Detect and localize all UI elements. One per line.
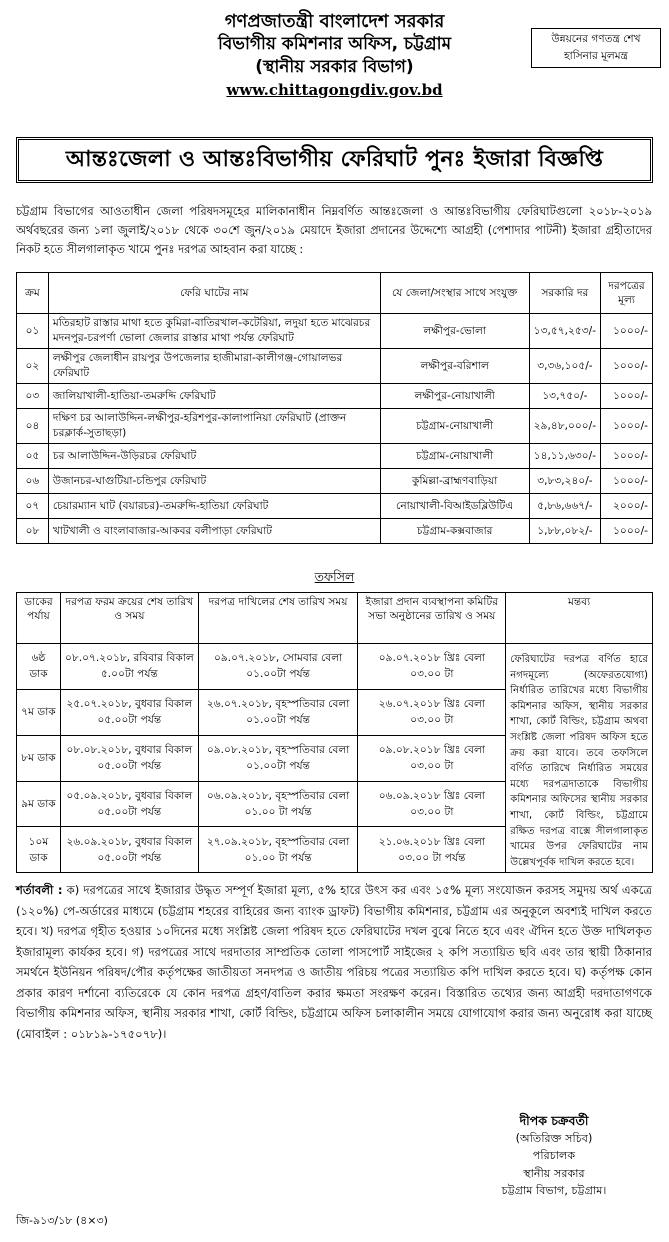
header-serial: ক্রম [17, 273, 49, 314]
row-govt-rate: ১,৮৮,০৮২/- [529, 519, 600, 544]
row-round: ৮ম ডাক [17, 735, 61, 781]
header-remarks: মন্তব্য [506, 593, 653, 644]
schedule-table [16, 592, 653, 873]
signatory-title-3: স্থানীয় সরকার [523, 1166, 585, 1180]
row-govt-rate: ১৪,১১,৬৩০/- [529, 444, 600, 469]
row-govt-rate: ১৩,৫৭,২৫৩/- [529, 314, 600, 349]
table-row [17, 349, 653, 384]
signatory-title-2: পরিচালক [532, 1149, 576, 1162]
terms-paragraph [16, 880, 652, 1044]
row-serial: ০৩ [17, 384, 49, 409]
row-district: লক্ষীপুর-ভোলা [380, 314, 529, 349]
notice-title: আন্তঃজেলা ও আন্তঃবিভাগীয় ফেরিঘাট পুনঃ ইজারা বিজ্ঞপ্তি [16, 137, 653, 183]
row-purchase-deadline: ০৫.০৯.২০১৮, বুধবার বিকাল ০৫.০০টা পর্যন্ত [60, 781, 198, 827]
row-govt-rate: ৫,৮৬,৬৬৭/- [529, 494, 600, 519]
ferry-ghat-table [16, 272, 653, 544]
row-tender-price: ২০০০/- [601, 494, 653, 519]
row-tender-price: ১০০০/- [601, 469, 653, 494]
schedule-row [17, 644, 653, 690]
signature-block [469, 1112, 639, 1200]
footer-code: জি-৯১৩/১৮ (৪×৩) [16, 1214, 108, 1227]
table-row [17, 384, 653, 409]
division-name: (স্থানীয় সরকার বিভাগ) [255, 57, 414, 77]
motto-box [531, 28, 661, 68]
row-round: ৬ষ্ঠ ডাক [17, 644, 61, 690]
row-district: নোয়াখালী-বিআইডব্লিউটিএ [380, 494, 529, 519]
motto-line-2: হাসিনার মূলমন্ত্র [564, 50, 628, 62]
row-meeting: ০৬.০৯.২০১৮ খ্রিঃ বেলা ০৩.০০ টা [358, 781, 506, 827]
row-ghat-name: চর আলাউদ্দিন-উড়িরচর ফেরিঘাট [48, 444, 380, 469]
row-meeting: ২১.০৬.২০১৮ খ্রিঃ বেলা ০৩.০০ টা পর্যন্ত [358, 827, 506, 873]
row-serial: ০৫ [17, 444, 49, 469]
header-govt-rate: সরকারি দর [529, 273, 600, 314]
schedule-header-row [17, 593, 653, 644]
row-ghat-name: মতিরহাট রাস্তার মাথা হতে কুমিরা-বাতিরখাল-কটেরিয়া, লদুয়া হতে মাঝেরচর মদনপুর-চরপর্ণা ভোলা জেলার রাস্তার মাথা পর্যন্ত ফেরিঘাট [48, 314, 380, 349]
row-round: ৭ম ডাক [17, 689, 61, 735]
header-round: ডাকের পর্যায় [17, 593, 61, 644]
row-tender-price: ১০০০/- [601, 409, 653, 444]
row-govt-rate: ১৩,৭৫০/- [529, 384, 600, 409]
row-submit-deadline: ০৬.০৯.২০১৮, বৃহস্পতিবার বেলা ০১.০০ টা পর্যন্ত [198, 781, 358, 827]
table-row [17, 409, 653, 444]
table-row [17, 314, 653, 349]
row-submit-deadline: ০৯.০৮.২০১৮, বৃহস্পতিবার বেলা ০১.০০টা পর্যন্ত [198, 735, 358, 781]
row-tender-price: ১০০০/- [601, 384, 653, 409]
table-row [17, 494, 653, 519]
remarks-cell: ফেরিঘাটের দরপত্র বর্ণিত হারে নগদমূল্যে (অফেরতযোগ্য) নির্ধারিত তারিখের মধ্যে বিভাগীয় কমিশনার অফিস, স্থানীয় সরকার শাখা, কোর্ট বিল্ডিং, চট্টগ্রাম অথবা সংশ্লিষ্ট জেলা পরিষদ অফিস হতে ক্রয় করা যাবে। তবে তফসিলে বর্ণিত তারিখে নির্ধারিত সময়ের মধ্যে দরপত্রদাতাকে বিভাগীয় কমিশনার অফিসের স্থানীয় সরকার শাখা, কোর্ট বিল্ডিং, চট্টগ্রামে রক্ষিত দরপত্র বাক্সে সীলগালাকৃত খামের উপর ফেরিঘাটের নাম উল্লেখপূর্বক দাখিল করতে হবে। [506, 644, 653, 873]
row-ghat-name: দক্ষিণ চর আলাউদ্দিন-লক্ষীপুর-হরিশপুর-কালাপানিয়া ফেরিঘাট (প্রাক্তন চরক্লার্ক-সুতাছড়া) [48, 409, 380, 444]
header-district: যে জেলা/সংস্থার সাথে সংযুক্ত [380, 273, 529, 314]
row-district: লক্ষীপুর-বরিশাল [380, 349, 529, 384]
website-link[interactable]: www.chittagongdiv.gov.bd [226, 81, 443, 99]
row-ghat-name: জালিয়াখালী-হাতিয়া-তমরুদ্দি ফেরিঘাট [48, 384, 380, 409]
motto-line-1: উন্নয়নের গণতন্ত্র শেখ [551, 33, 641, 45]
row-tender-price: ১০০০/- [601, 444, 653, 469]
row-purchase-deadline: ০৮.০৮.২০১৮, বুধবার বিকাল ০৫.০০টা পর্যন্ত [60, 735, 198, 781]
row-meeting: ০৯.০৮.২০১৮ খ্রিঃ বেলা ০৩.০০ টা [358, 735, 506, 781]
header-purchase-deadline: দরপত্র ফরম ক্রয়ের শেষ তারিখ ও সময় [60, 593, 198, 644]
terms-body: ক) দরপত্রের সাথে ইজারার উদ্ধৃত সম্পূর্ণ ইজারা মূল্য, ৫% হারে উৎস কর এবং ১৫% মূল্য সংযোজন করসহ সমুদয় অর্থ একত্রে (১২০%) পে-অর্ডারের মাধ্যমে (চট্টগ্রাম শহরের বাহিরের জন্য ব্যাংক ড্রাফট) বিভাগীয় কমিশনার, চট্টগ্রাম এর অনুকূলে অবশ্যই দাখিল করতে হবে। খ) দরপত্র গৃহীত হওয়ার ১০দিনের মধ্যে সংশ্লিষ্ট জেলা পরিষদ হতে ফেরিঘাটের দখল বুঝে নিতে হবে এবং ঐদিন হতে উক্ত দাখিলকৃত ইজারামূল্য কার্যকর হবে। গ) দরপত্রের সাথে দরদাতার সাম্প্রতিক তোলা পাসপোর্ট সাইজের ২ কপি সত্যায়িত ছবি এবং তার স্থায়ী ঠিকানার সমর্থনে ইউনিয়ন পরিষদ/পৌর কর্তৃপক্ষের জাতীয়তা সনদপত্র ও জাতীয় পরিচয় পত্রের সত্যায়িত কপি দাখিল করতে হবে। ঘ) কর্তৃপক্ষ কোন প্রকার কারণ দর্শানো ব্যতিরেকে যে কোন দরপত্র গ্রহণ/বাতিল করার ক্ষমতা সংরক্ষণ করেন। বিস্তারিত তথ্যের জন্য আগ্রহী দরদাতাগণকে বিভাগীয় কমিশনার অফিস, স্থানীয় সরকার শাখা, কোর্ট বিল্ডিং, চট্টগ্রামে অফিস চলাকালীন সময়ে যোগাযোগ করার জন্য অনুরোধ করা যাচ্ছে (মোবাইল : ০১৮১৯-১৭৫০৭৮)। [16, 883, 652, 1041]
row-district: কুমিল্লা-ব্রাহ্মণবাড়িয়া [380, 469, 529, 494]
row-meeting: ২৬.০৭.২০১৮ খ্রিঃ বেলা ০৩.০০ টা [358, 689, 506, 735]
header-meeting: ইজারা প্রদান ব্যবস্থাপনা কমিটির সভা অনুষ্ঠানের তারিখ ও সময় [358, 593, 506, 644]
row-ghat-name: উজানচর-ঘাগুটিয়া-চন্ডিপুর ফেরিঘাট [48, 469, 380, 494]
header-ghat-name: ফেরি ঘাটের নাম [48, 273, 380, 314]
row-purchase-deadline: ২৬.০৯.২০১৮, বুধবার বিকাল ০৫.০০টা পর্যন্ত [60, 827, 198, 873]
row-submit-deadline: ২৬.০৭.২০১৮, বৃহস্পতিবার বেলা ০১.০০টা পর্যন্ত [198, 689, 358, 735]
table-header-row [17, 273, 653, 314]
row-tender-price: ১০০০/- [601, 519, 653, 544]
table-row [17, 469, 653, 494]
row-district: লক্ষীপুর-নোয়াখালী [380, 384, 529, 409]
row-meeting: ০৯.০৭.২০১৮ খ্রিঃ বেলা ০৩.০০ টা [358, 644, 506, 690]
table-row [17, 444, 653, 469]
row-govt-rate: ৩,৩৬,১০৫/- [529, 349, 600, 384]
row-ghat-name: খাটখালী ও বাংলাবাজার-আকবর বলীপাড়া ফেরিঘাট [48, 519, 380, 544]
row-serial: ০৮ [17, 519, 49, 544]
row-govt-rate: ২৯,৪৮,০০০/- [529, 409, 600, 444]
government-name: গণপ্রজাতন্ত্রী বাংলাদেশ সরকার [224, 11, 445, 32]
intro-paragraph: চট্টগ্রাম বিভাগের আওতাধীন জেলা পরিষদসমূহের মালিকানাধীন নিম্নবর্ণিত আন্তঃজেলা ও আন্তঃবিভাগীয় ফেরিঘাটগুলো ২০১৮-২০১৯ অর্থবছরের জন্য ১লা জুলাই/২০১৮ থেকে ৩০শে জুন/২০১৯ মেয়াদে ইজারা প্রদানের উদ্দেশ্যে আগ্রহী (পেশাদার পাটনী) ইজারা গ্রহীতাদের নিকট হতে সীলগালাকৃত খামে পুনঃ দরপত্র আহবান করা যাচ্ছে : [16, 204, 652, 256]
office-name: বিভাগীয় কমিশনার অফিস, চট্টগ্রাম [217, 34, 452, 54]
row-tender-price: ১০০০/- [601, 349, 653, 384]
row-purchase-deadline: ০৮.০৭.২০১৮, রবিবার বিকাল ৫.০০টা পর্যন্ত [60, 644, 198, 690]
header-submit-deadline: দরপত্র দাখিলের শেষ তারিখ সময় [198, 593, 358, 644]
row-ghat-name: চেয়ারম্যান ঘাট (বয়ারচর)-তমরুদ্দি-হাতিয়া ফেরিঘাট [48, 494, 380, 519]
row-govt-rate: ৩,৮৩,২৪০/- [529, 469, 600, 494]
signatory-title-1: (অতিরিক্ত সচিব) [515, 1131, 593, 1145]
row-district: চট্টগ্রাম-কক্সবাজার [380, 519, 529, 544]
row-submit-deadline: ২৭.০৯.২০১৮, বৃহস্পতিবার বেলা ০১.০০ টা পর্যন্ত [198, 827, 358, 873]
row-serial: ০১ [17, 314, 49, 349]
row-serial: ০২ [17, 349, 49, 384]
row-serial: ০৬ [17, 469, 49, 494]
row-district: চট্টগ্রাম-নোয়াখালী [380, 409, 529, 444]
signatory-name: দীপক চক্রবর্তী [519, 1113, 589, 1128]
row-round: ১০ম ডাক [17, 827, 61, 873]
header-tender-price: দরপত্রের মূল্য [601, 273, 653, 314]
row-round: ৯ম ডাক [17, 781, 61, 827]
table-row [17, 519, 653, 544]
terms-lead: শর্তাবলী : [16, 883, 63, 897]
row-ghat-name: লক্ষীপুর জেলাধীন রায়পুর উপজেলার হাজীমারা-কালীগঞ্জ-গোয়ালভর ফেরিঘাট [48, 349, 380, 384]
schedule-title: তফসিল [314, 569, 355, 584]
row-submit-deadline: ০৯.০৭.২০১৮, সোমবার বেলা ০১.০০টা পর্যন্ত [198, 644, 358, 690]
row-serial: ০৪ [17, 409, 49, 444]
signatory-title-4: চট্টগ্রাম বিভাগ, চট্টগ্রাম। [501, 1184, 607, 1197]
row-tender-price: ১০০০/- [601, 314, 653, 349]
row-serial: ০৭ [17, 494, 49, 519]
row-district: চট্টগ্রাম-নোয়াখালী [380, 444, 529, 469]
row-purchase-deadline: ২৫.০৭.২০১৮, বুধবার বিকাল ০৫.০০টা পর্যন্ত [60, 689, 198, 735]
